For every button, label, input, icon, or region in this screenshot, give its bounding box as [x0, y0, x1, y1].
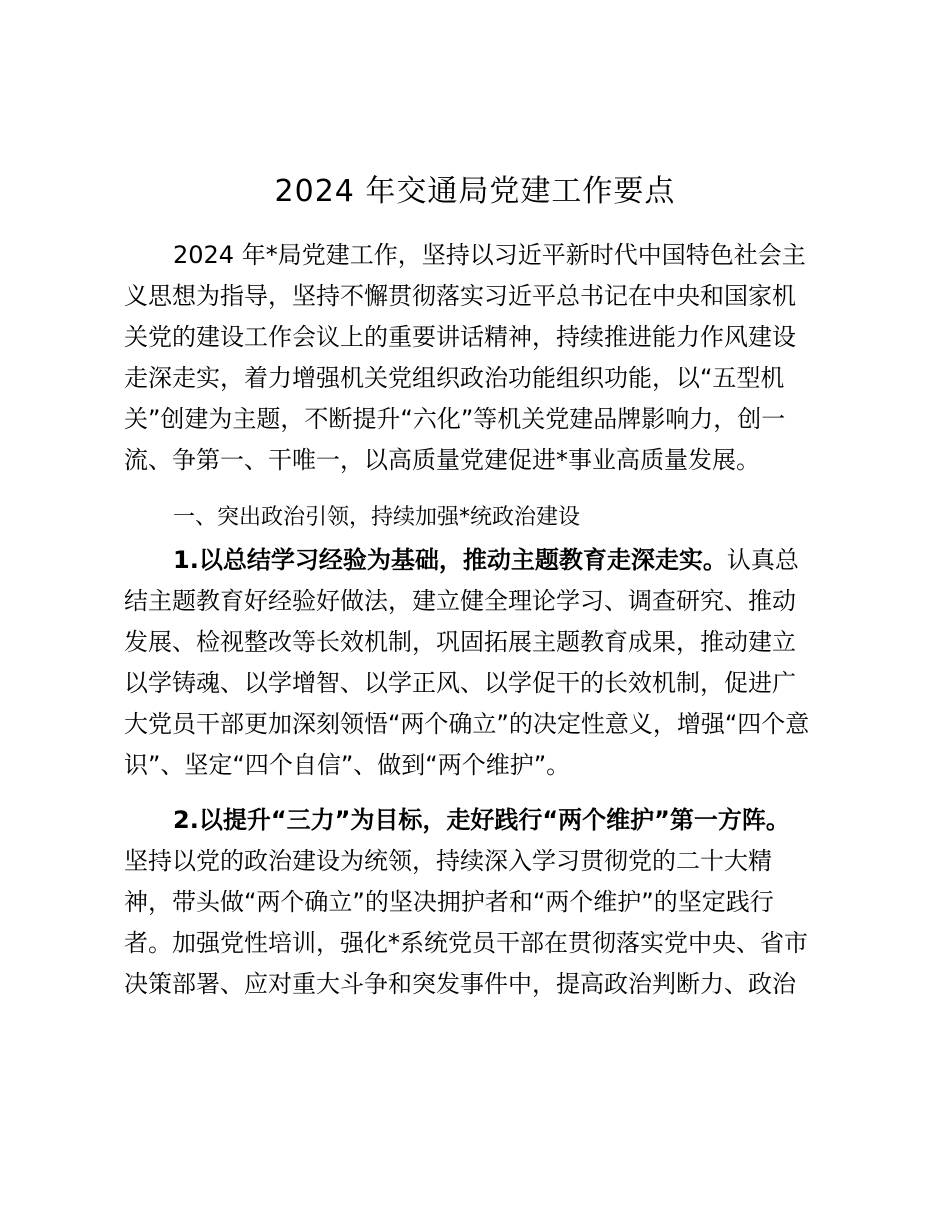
item1-line: 识”、坚定“四个自信”、做到“两个维护”。 [124, 751, 571, 779]
item1-heading: 1.以总结学习经验为基础，推动主题教育走深走实。 [173, 546, 727, 574]
intro-line: 关党的建设工作会议上的重要讲话精神，持续推进能力作风建设 [124, 323, 796, 351]
item2-line: 坚持以党的政治建设为统领，持续深入学习贯彻党的二十大精 [124, 847, 772, 875]
section-heading-text: 一、突出政治引领，持续加强*统政治建设 [173, 505, 581, 530]
item2-line: 神，带头做“两个确立”的坚决拥护者和“两个维护”的坚定践行 [124, 888, 774, 916]
item2-line: 决策部署、应对重大斗争和突发事件中，提高政治判断力、政治 [124, 970, 796, 998]
document-title: 2024 年交通局党建工作要点 [274, 174, 676, 209]
item2-heading: 2.以提升“三力”为目标，走好践行“两个维护”第一方阵。 [173, 806, 790, 834]
item1-paragraph [124, 540, 834, 786]
item2-paragraph [124, 800, 834, 1005]
intro-line: 义思想为指导，坚持不懈贯彻落实习近平总书记在中央和国家机 [124, 282, 796, 310]
intro-line: 流、争第一、干唯一，以高质量党建促进*事业高质量发展。 [124, 446, 760, 474]
item1-line: 大党员干部更加深刻领悟“两个确立”的决定性意义，增强“四个意 [124, 710, 810, 738]
item2-line: 者。加强党性培训，强化*系统党员干部在贯彻落实党中央、省市 [124, 929, 808, 957]
intro-paragraph [124, 235, 834, 481]
section-heading [124, 497, 834, 538]
intro-line: 关”创建为主题，不断提升“六化”等机关党建品牌影响力，创一 [124, 405, 786, 433]
item1-first-line [124, 540, 834, 581]
item1-first-line-rest: 认真总 [726, 546, 799, 574]
intro-line: 2024 年*局党建工作，坚持以习近平新时代中国特色社会主 [173, 241, 806, 269]
item1-line: 以学铸魂、以学增智、以学正风、以学促干的长效机制，促进广 [124, 669, 796, 697]
intro-line: 走深走实，着力增强机关党组织政治功能组织功能，以“五型机 [124, 364, 785, 392]
item1-line: 结主题教育好经验好做法，建立健全理论学习、调查研究、推动 [124, 587, 796, 615]
item1-line: 发展、检视整改等长效机制，巩固拓展主题教育成果，推动建立 [124, 628, 796, 656]
